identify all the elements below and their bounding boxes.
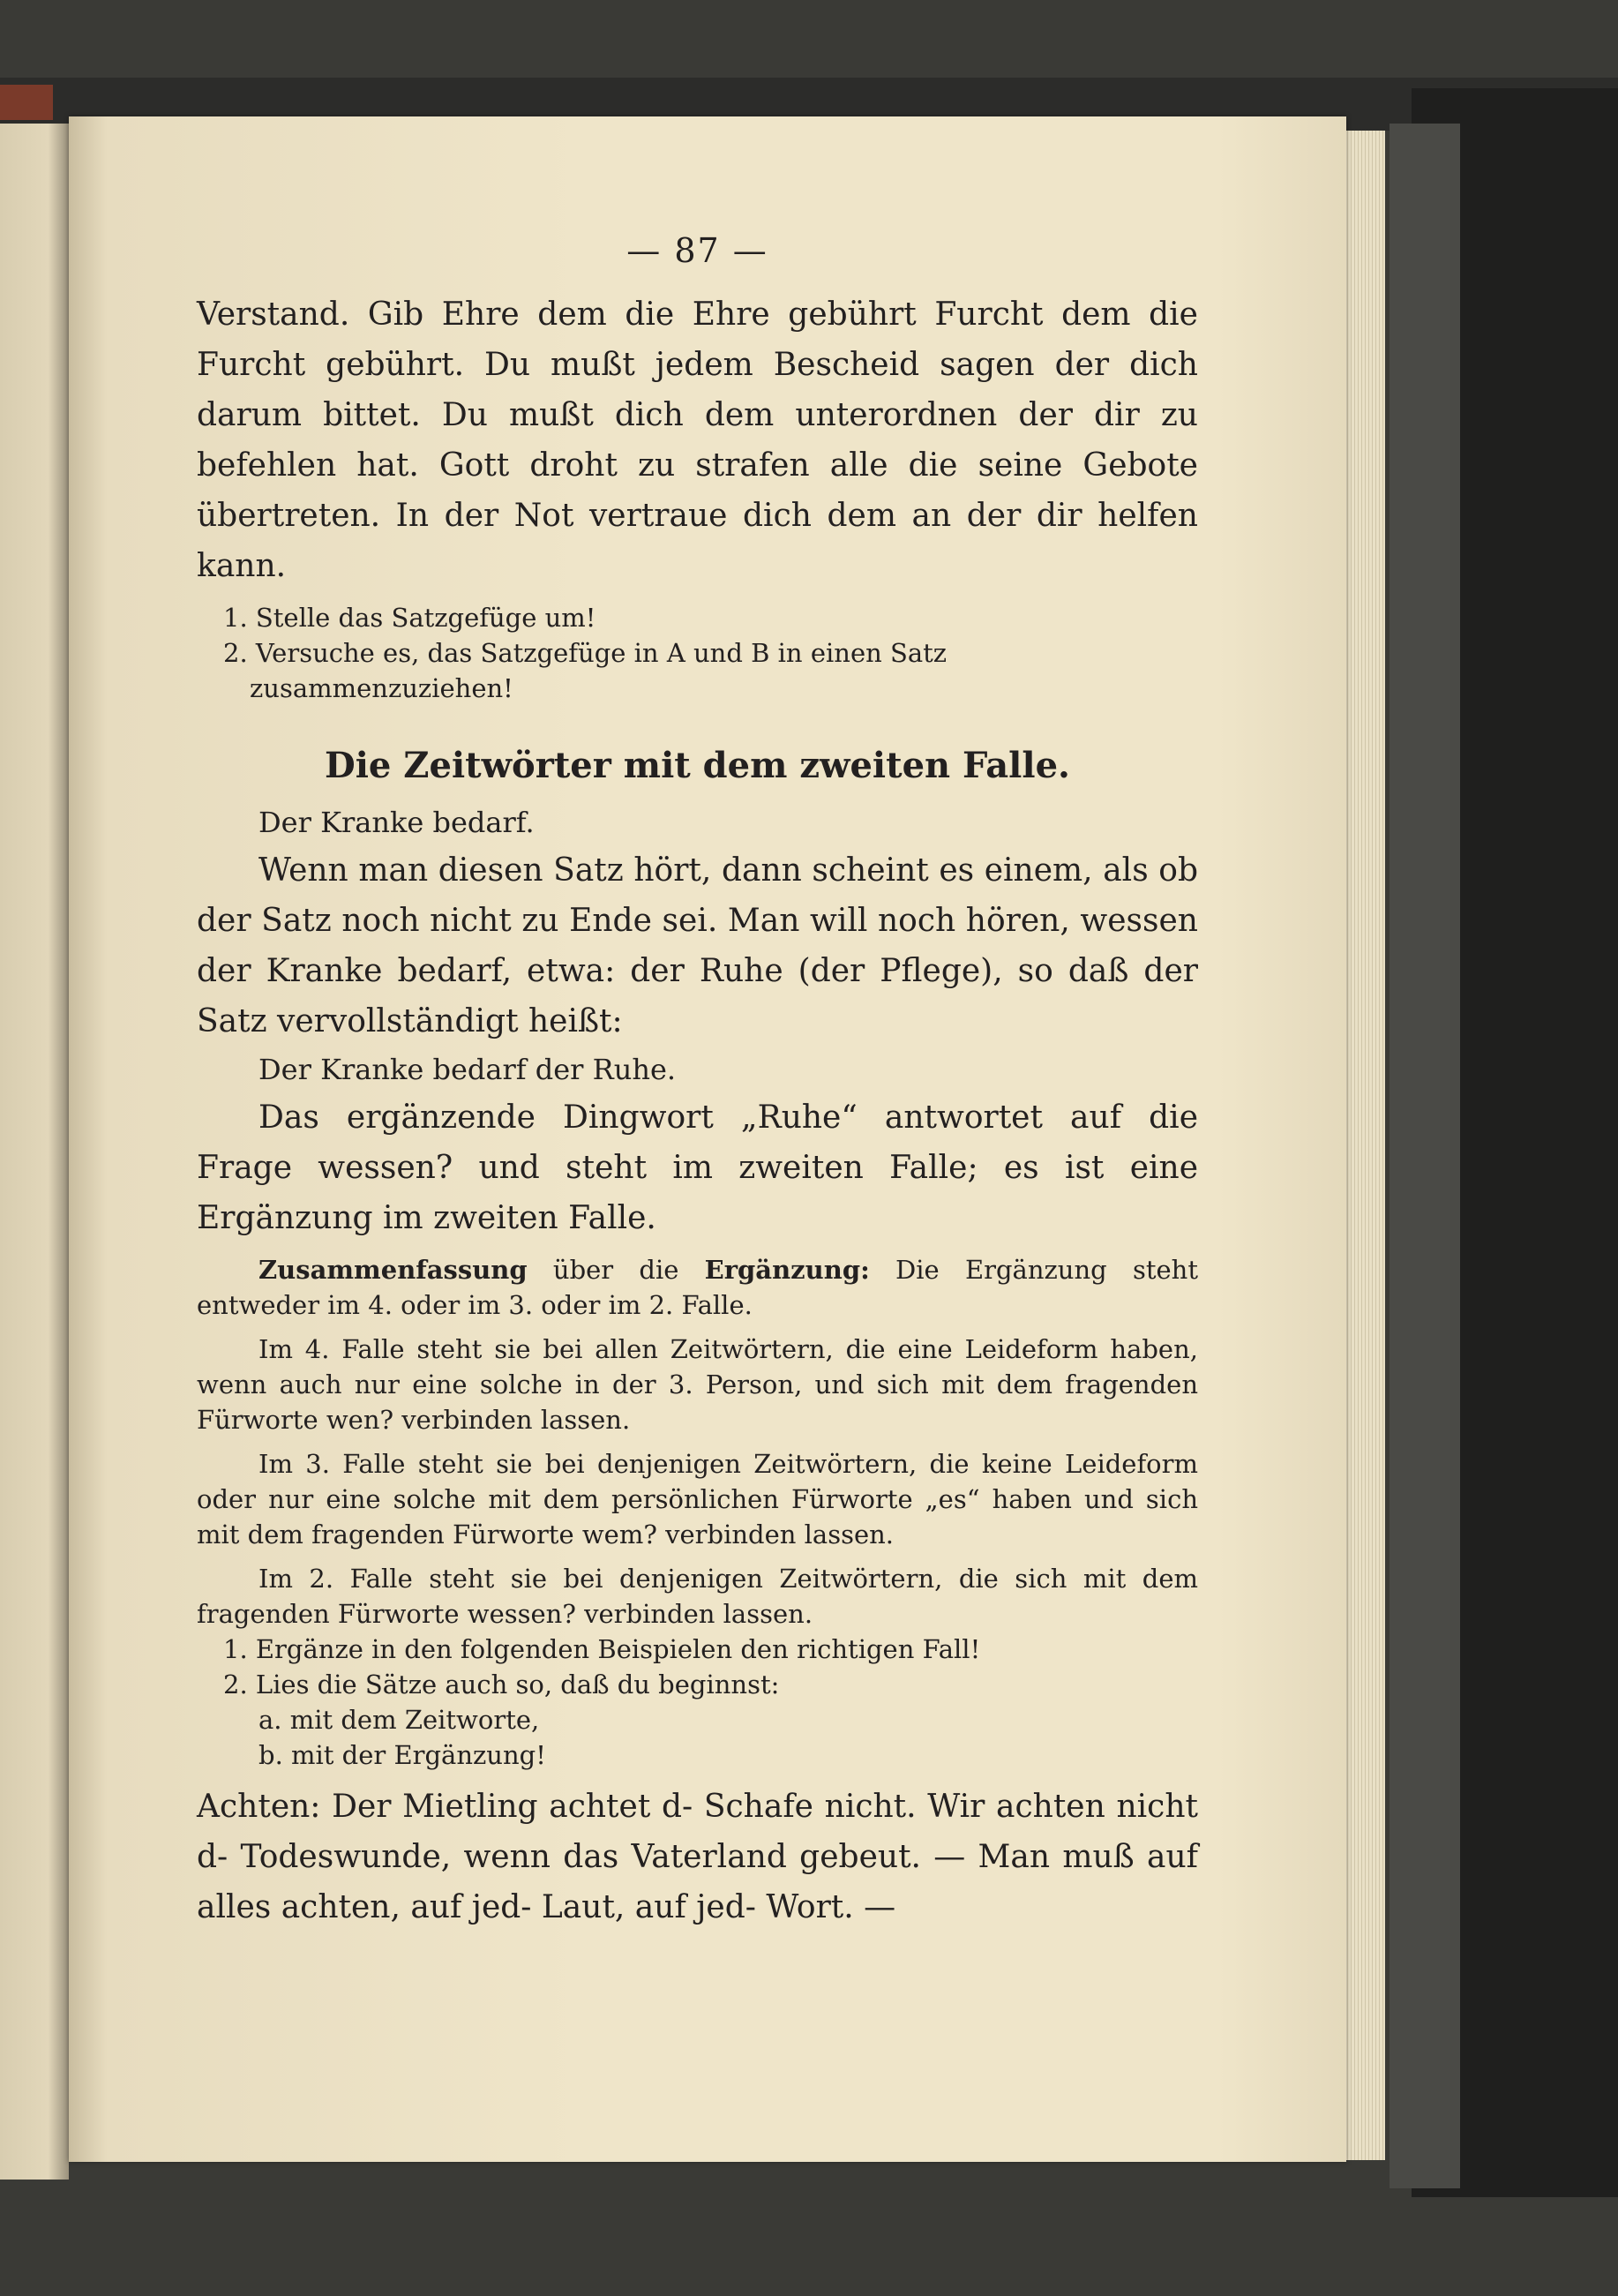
book-page (69, 116, 1346, 2162)
left-page-edge (0, 124, 69, 2180)
summary-mid: über die (527, 1255, 705, 1285)
final-paragraph: Achten: Der Mietling achtet d- Schafe nicht. Wir achten nicht d- Todeswunde, wenn das Vaterland gebeut. — Man muß auf alles achten, auf jed- Laut, auf jed- Wort. — (197, 1789, 1198, 1925)
intro-paragraph: Verstand. Gib Ehre dem die Ehre gebührt Furcht dem die Furcht gebührt. Du mußt jedem Bescheid sagen der dich darum bittet. Du mußt dich dem unterordnen der dir zu befehlen hat. Gott droht zu strafen alle die seine Gebote übertreten. In der Not vertraue dich dem an der dir helfen kann. (197, 296, 1198, 584)
summary-paragraph (197, 1252, 1198, 1323)
summary-text: Die Ergänzung steht entweder im 4. oder im 3. oder im 2. Falle. (197, 1255, 1198, 1320)
summary-label: Ergänzung: (704, 1255, 870, 1285)
exercise-item: 2. Lies die Sätze auch so, daß du beginnst: (223, 1669, 780, 1699)
exercise-item: 1. Stelle das Satzgefüge um! (223, 603, 596, 633)
rule-paragraph: Im 2. Falle steht sie bei denjenigen Zeitwörtern, die sich mit dem fragenden Fürworte wessen? verbinden lassen. (197, 1564, 1198, 1629)
exercise-list-1 (197, 600, 1198, 706)
summary-label: Zusammenfassung (258, 1255, 528, 1285)
exercise-subitem: b. mit der Ergänzung! (258, 1740, 546, 1770)
example-sentence: Der Kranke bedarf. (258, 806, 535, 839)
page-text (197, 231, 1198, 1932)
explanation-paragraph: Das ergänzende Dingwort „Ruhe“ antwortet auf die Frage wessen? und steht im zweiten Falle; es ist eine Ergänzung im zweiten Falle. (197, 1099, 1198, 1236)
exercise-list-2 (197, 1632, 1198, 1773)
cover-corner-mark (0, 85, 53, 120)
exercise-item: 1. Ergänze in den folgenden Beispielen den richtigen Fall! (223, 1634, 981, 1664)
example-sentence: Der Kranke bedarf der Ruhe. (258, 1053, 677, 1086)
rule-paragraph: Im 3. Falle steht sie bei denjenigen Zeitwörtern, die keine Leideform oder nur eine solche mit dem persönlichen Fürworte „es“ haben und sich mit dem fragenden Fürworte wem? verbinden lassen. (197, 1449, 1198, 1549)
section-heading: Die Zeitwörter mit dem zweiten Falle. (325, 745, 1070, 786)
page-number: — 87 — (626, 231, 768, 270)
explanation-paragraph: Wenn man diesen Satz hört, dann scheint es einem, als ob der Satz noch nicht zu Ende sei. Man will noch hören, wessen der Kranke bedarf, etwa: der Ruhe (der Pflege), so daß der Satz vervollständigt heißt: (197, 852, 1198, 1039)
rule-paragraph: Im 4. Falle steht sie bei allen Zeitwörtern, die eine Leideform haben, wenn auch nur eine solche in der 3. Person, und sich mit dem fragenden Fürworte wen? verbinden lassen. (197, 1334, 1198, 1435)
cover-spine-texture (1390, 124, 1460, 2188)
exercise-subitem: a. mit dem Zeitworte, (258, 1705, 540, 1735)
exercise-item: 2. Versuche es, das Satzgefüge in A und B in einen Satz zusammenzuziehen! (223, 638, 948, 703)
